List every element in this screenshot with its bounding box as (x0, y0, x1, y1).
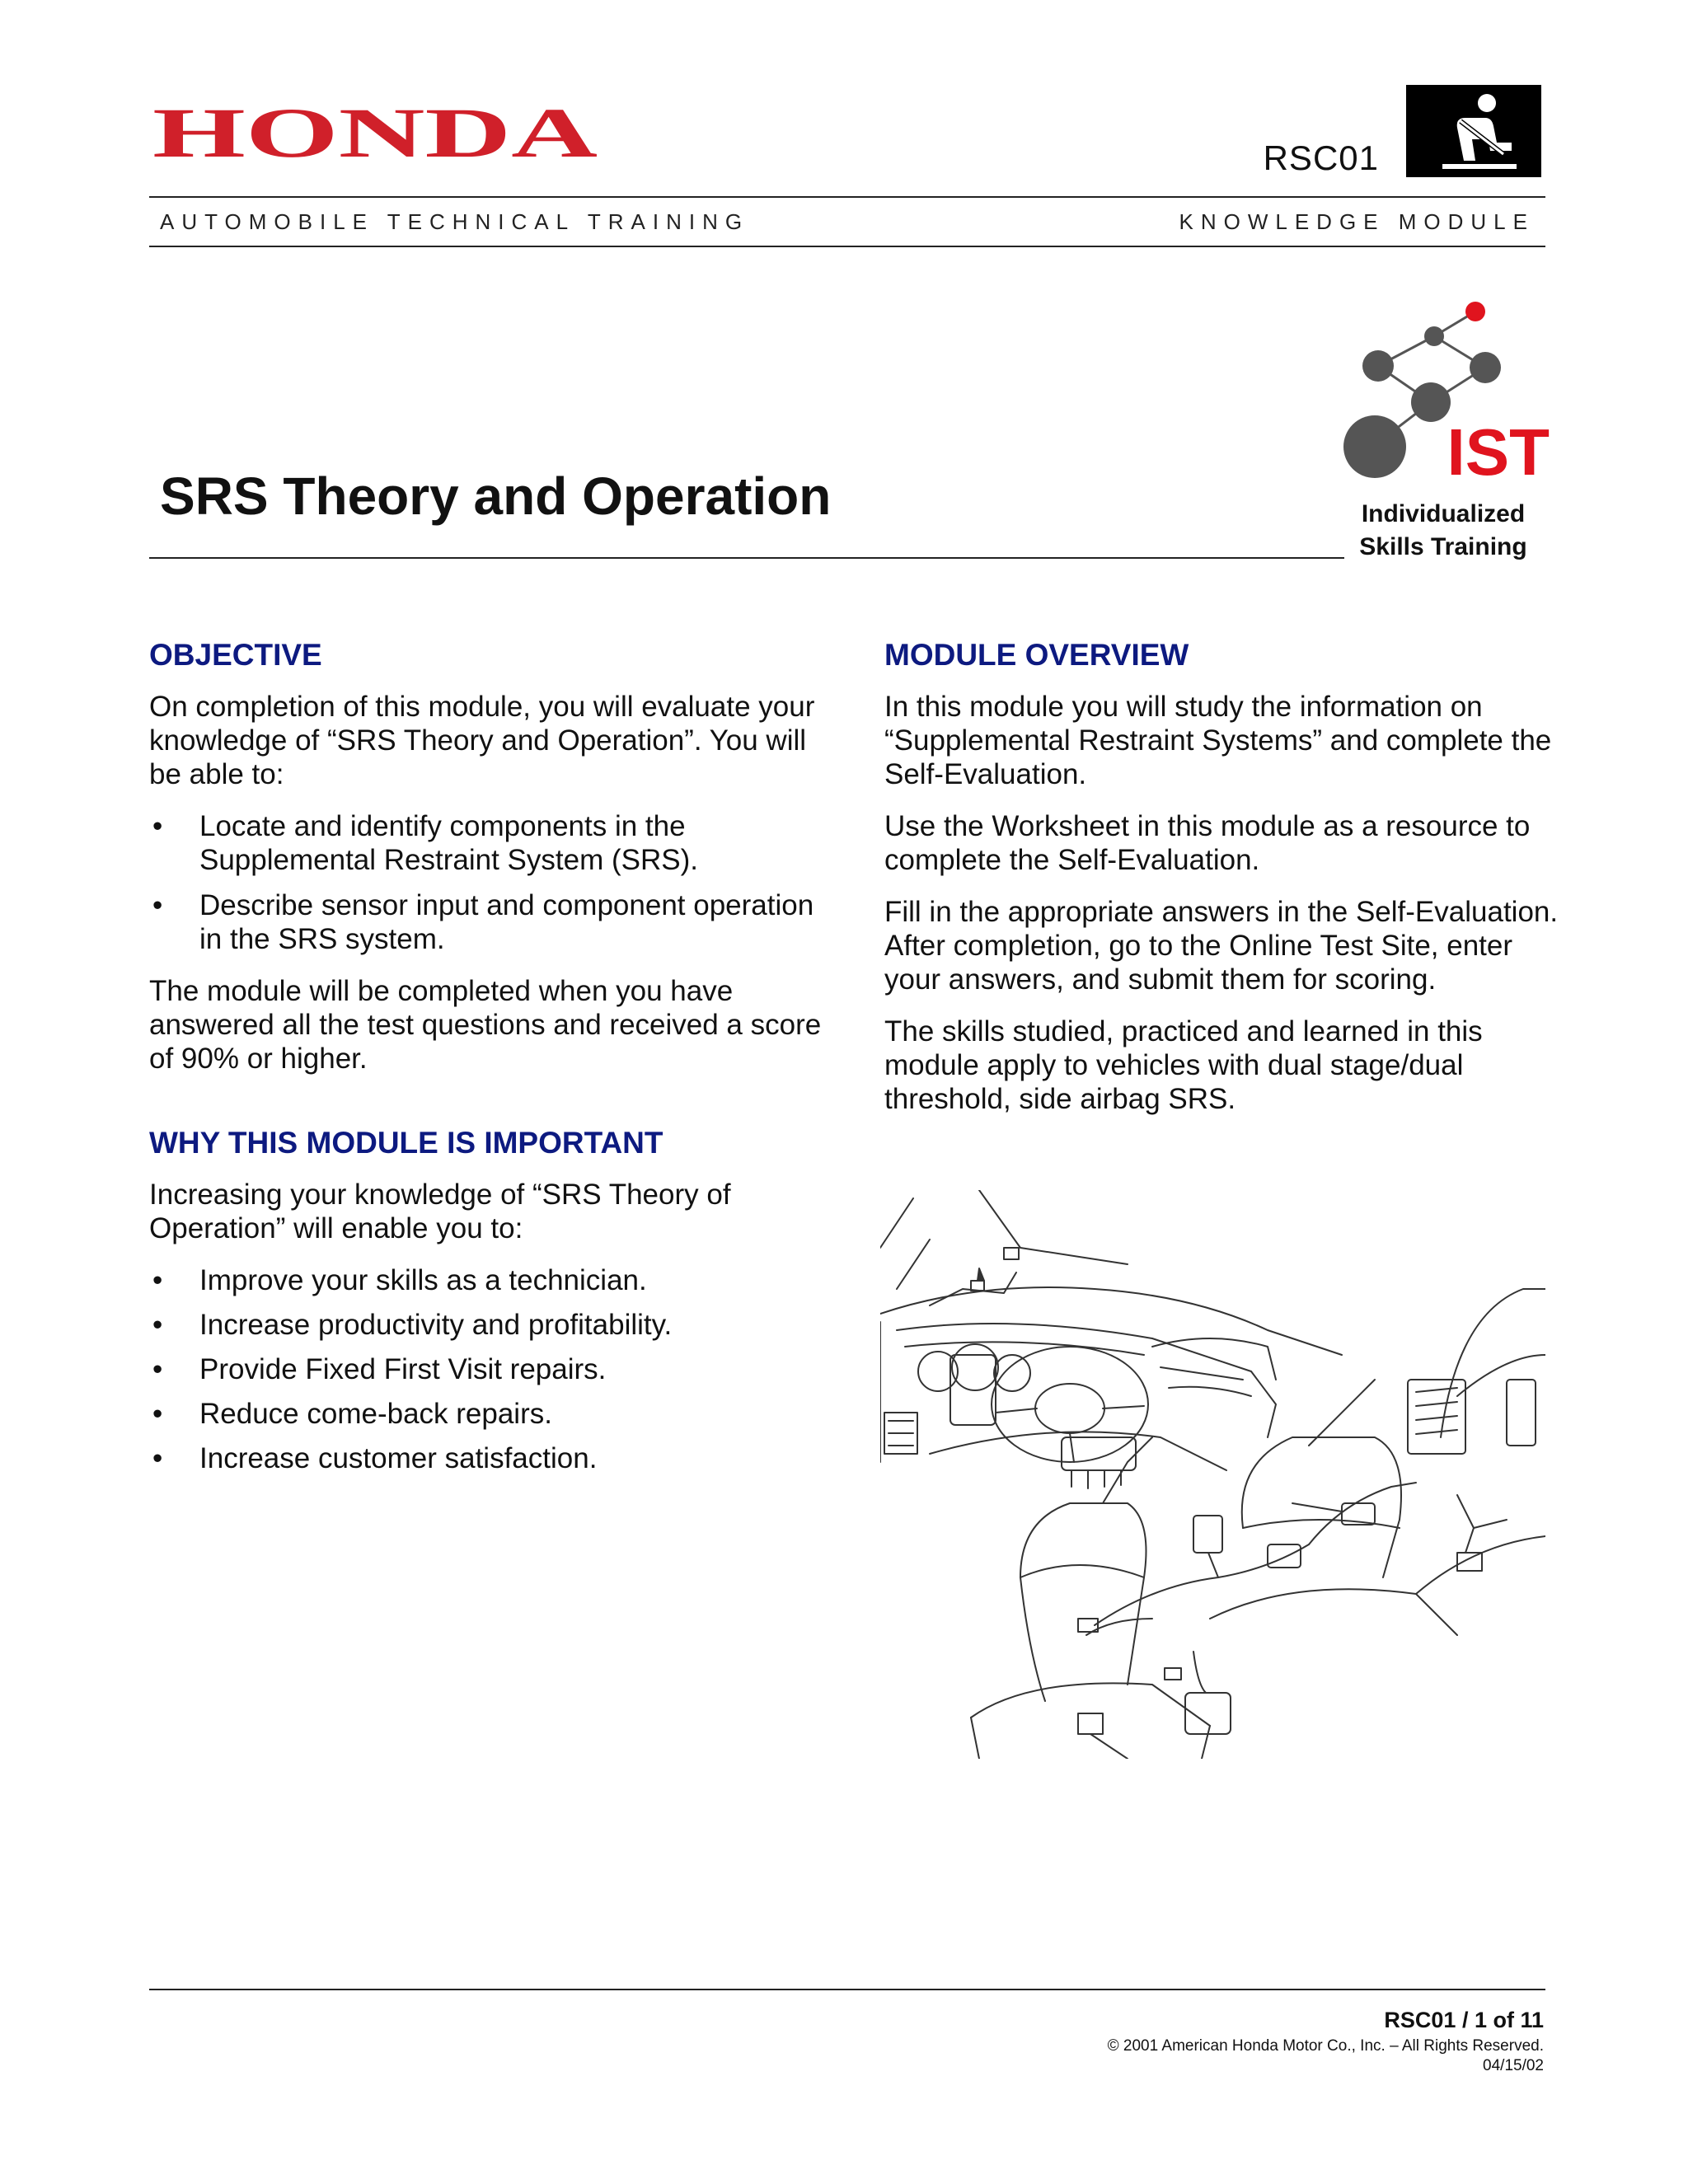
ist-logo (1335, 298, 1551, 490)
overview-paragraph: The skills studied, practiced and learned in this module apply to vehicles with dual stage/dual threshold, side airbag SRS. (884, 1015, 1483, 1115)
list-item: • Increase productivity and profitability. (149, 1308, 825, 1342)
band-right-label: KNOWLEDGE MODULE (1179, 209, 1535, 234)
honda-logo-text: HONDA (152, 102, 598, 163)
ist-logo-text: IST (1447, 415, 1550, 489)
ist-tagline (1335, 498, 1551, 564)
copyright-text: © 2001 American Honda Motor Co., Inc. – All Rights Reserved. (1107, 2037, 1544, 2055)
footer-rule (149, 1989, 1545, 1990)
objective-completion: The module will be completed when you have answered all the test questions and received a score of 90% or higher. (149, 975, 822, 1075)
objective-intro: On completion of this module, you will evaluate your knowledge of “SRS Theory and Operation”. You will be able to: (149, 691, 815, 790)
header-rule-top (149, 196, 1545, 198)
objective-heading: OBJECTIVE (149, 638, 322, 672)
list-item: • Locate and identify components in the Supplemental Restraint System (SRS). (149, 809, 825, 877)
list-item: • Reduce come-back repairs. (149, 1397, 825, 1431)
page-title: SRS Theory and Operation (160, 466, 832, 526)
importance-heading: WHY THIS MODULE IS IMPORTANT (149, 1126, 663, 1160)
overview-paragraph: Use the Worksheet in this module as a resource to complete the Self-Evaluation. (884, 810, 1531, 876)
right-column (884, 637, 1560, 1134)
page-number: RSC01 / 1 of 11 (1384, 2008, 1544, 2032)
overview-paragraph: Fill in the appropriate answers in the Self-Evaluation. After completion, go to the Online Test Site, enter your answers, and submit them for scoring. (884, 896, 1559, 996)
ist-tagline-line2: Skills Training (1359, 533, 1527, 560)
ist-tagline-line1: Individualized (1361, 500, 1526, 527)
list-item: • Improve your skills as a technician. (149, 1263, 825, 1297)
objective-list (149, 809, 825, 956)
honda-logo (151, 102, 600, 163)
list-item: • Increase customer satisfaction. (149, 1441, 825, 1475)
list-item: • Describe sensor input and component operation in the SRS system. (149, 888, 825, 956)
title-rule (149, 557, 1344, 559)
left-column (149, 637, 825, 1493)
header-rule-bottom (149, 246, 1545, 247)
importance-list (149, 1263, 825, 1475)
overview-paragraph: In this module you will study the information on “Supplemental Restraint Systems” and complete the Self-Evaluation. (884, 691, 1552, 790)
importance-intro: Increasing your knowledge of “SRS Theory of Operation” will enable you to: (149, 1179, 731, 1244)
seatbelt-occupant-icon (1406, 85, 1541, 177)
list-item: • Provide Fixed First Visit repairs. (149, 1352, 825, 1386)
revision-date: 04/15/02 (1483, 2057, 1544, 2074)
overview-heading: MODULE OVERVIEW (884, 638, 1189, 672)
band-left-label: AUTOMOBILE TECHNICAL TRAINING (160, 209, 750, 234)
module-code: RSC01 (1263, 138, 1379, 177)
srs-vehicle-interior-drawing (880, 1190, 1545, 1759)
